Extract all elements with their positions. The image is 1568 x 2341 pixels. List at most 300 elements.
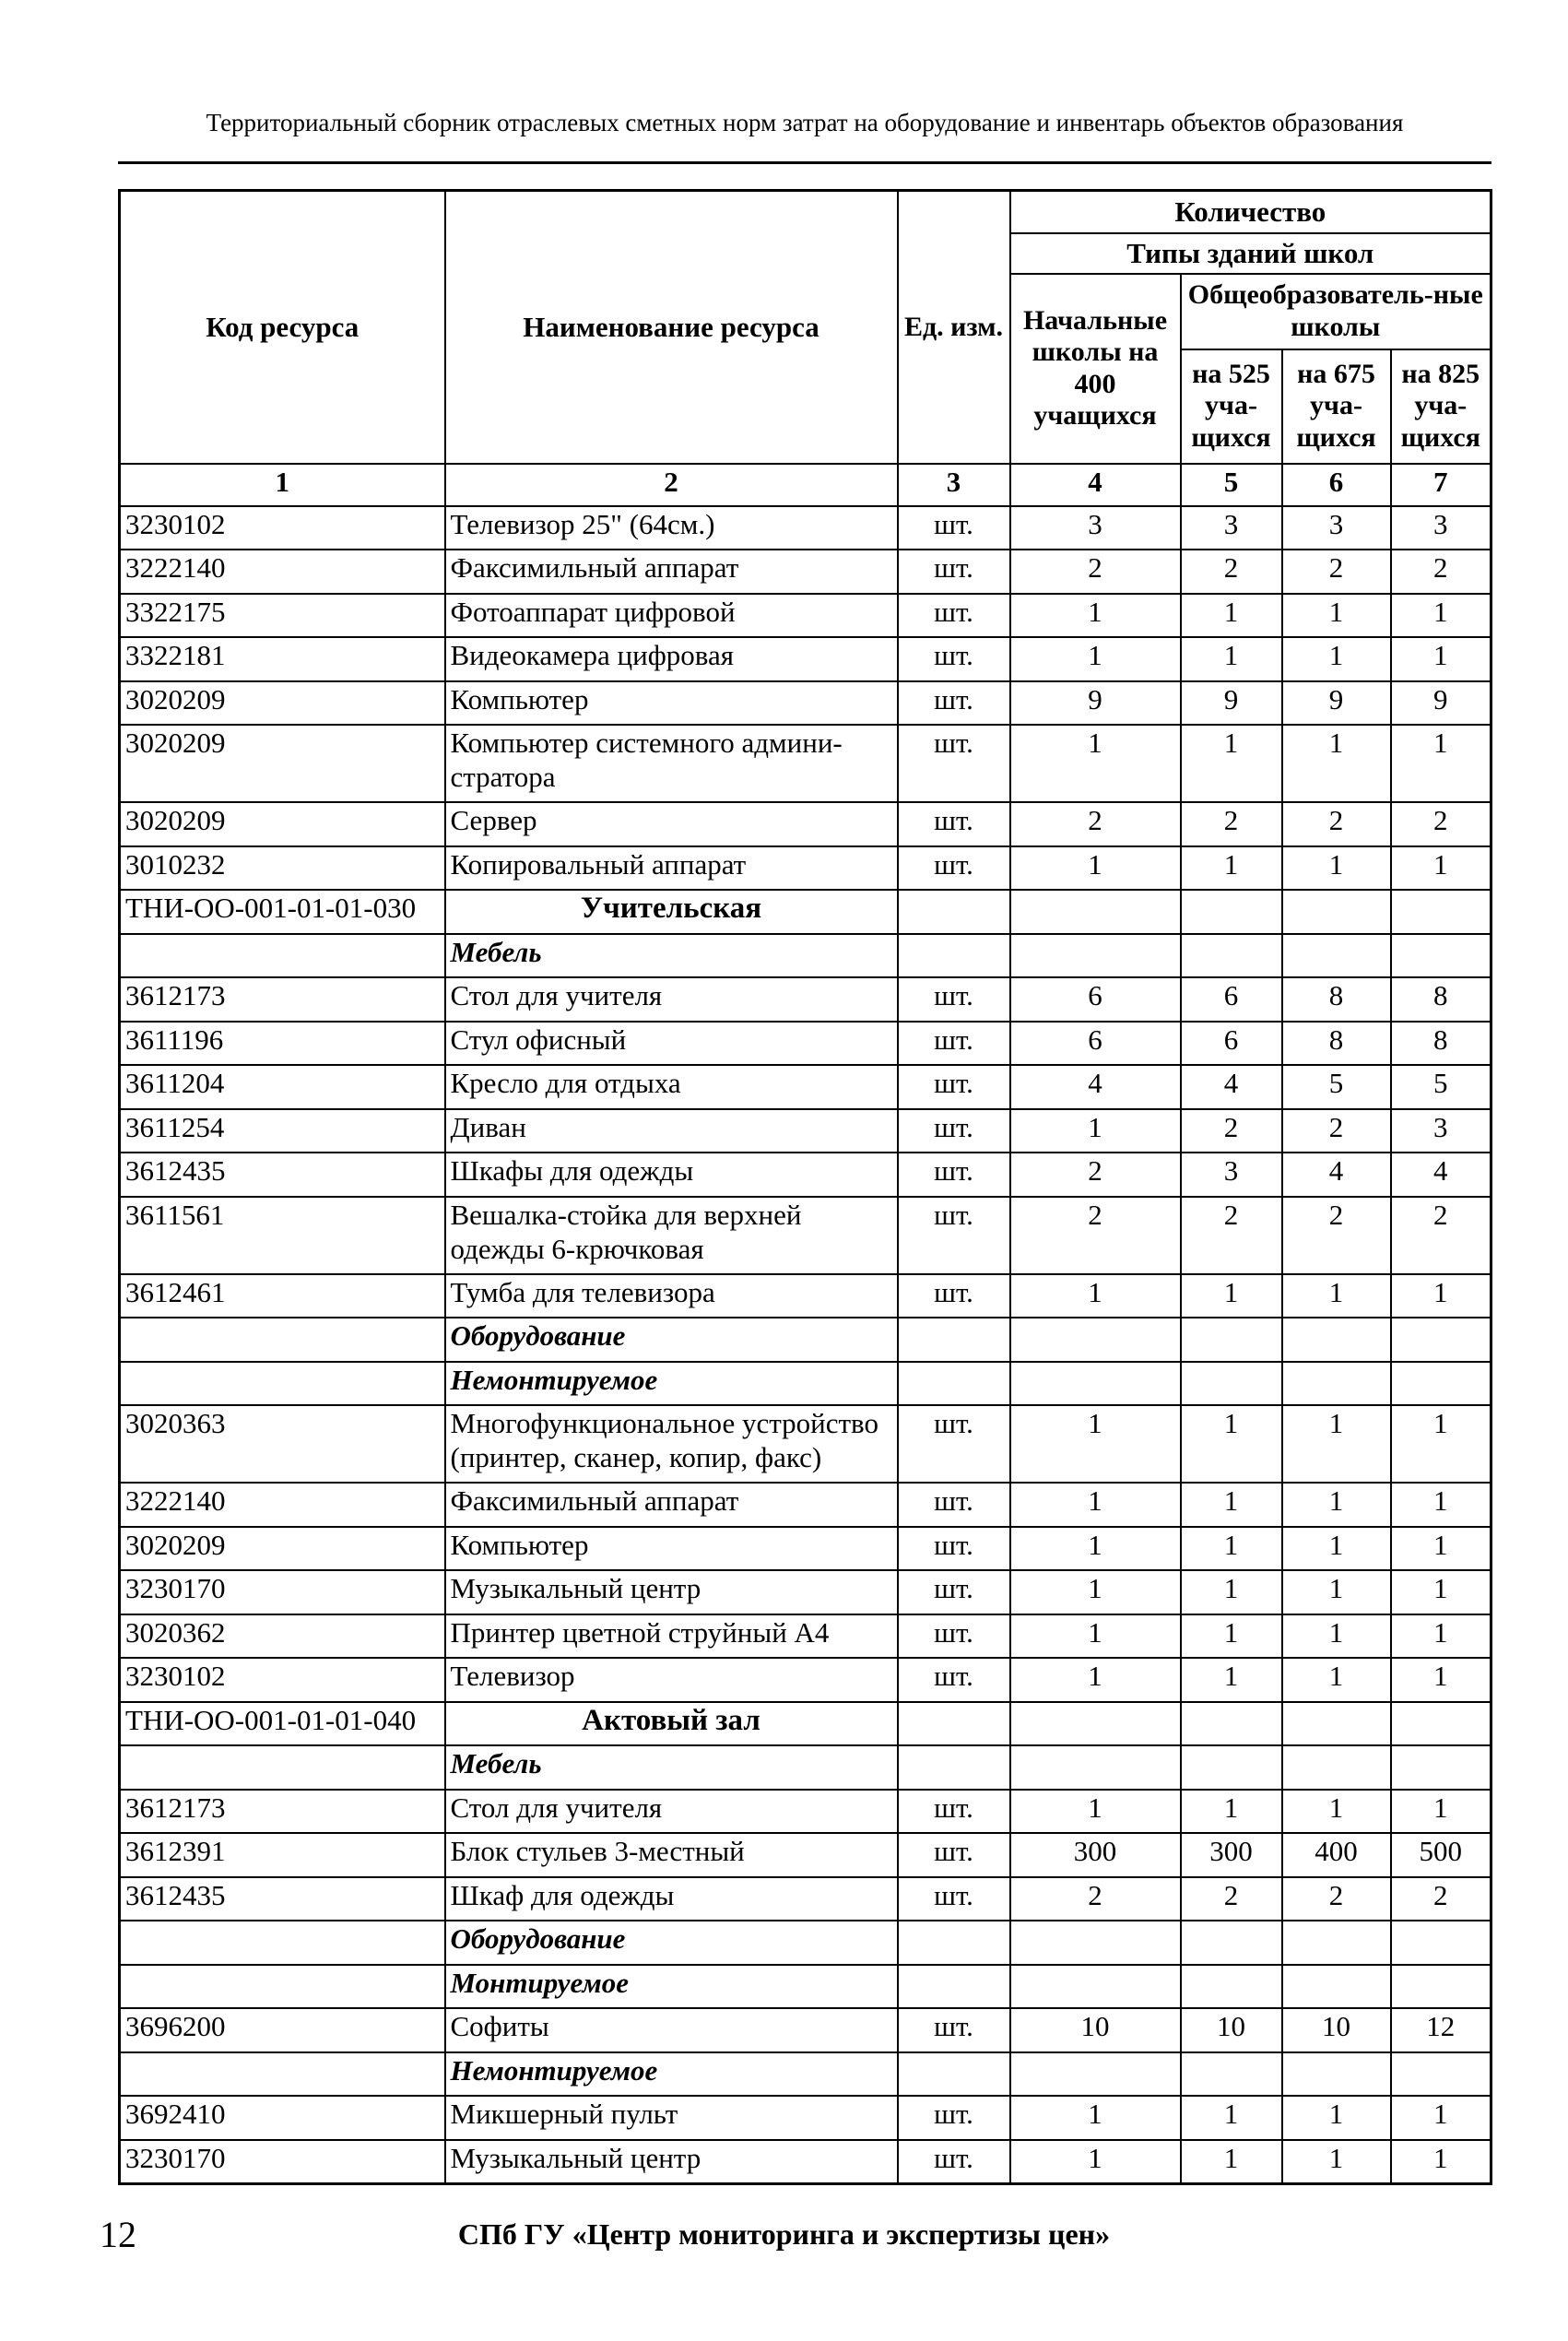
subsection-row xyxy=(120,934,1491,978)
page-number: 12 xyxy=(100,2214,136,2255)
empty-cell xyxy=(898,2052,1010,2097)
quantity-cell: 1 xyxy=(1391,846,1491,891)
quantity-cell: 1 xyxy=(1391,1527,1491,1571)
empty-cell xyxy=(1391,934,1491,978)
resource-name: Сервер xyxy=(445,802,898,846)
quantity-cell: 2 xyxy=(1181,1197,1282,1274)
table-row xyxy=(120,2140,1491,2184)
quantity-cell: 6 xyxy=(1181,1022,1282,1066)
quantity-cell: 1 xyxy=(1391,2140,1491,2184)
empty-cell xyxy=(120,1745,445,1790)
subsection-row xyxy=(120,1965,1491,2009)
subsection-title: Мебель xyxy=(445,1745,898,1790)
quantity-cell: 1 xyxy=(1282,1527,1391,1571)
quantity-cell: 2 xyxy=(1181,550,1282,594)
empty-cell xyxy=(1181,890,1282,934)
quantity-cell: 1 xyxy=(1010,725,1181,802)
quantity-cell: 2 xyxy=(1010,550,1181,594)
table-row xyxy=(120,1658,1491,1702)
quantity-cell: 1 xyxy=(1391,594,1491,638)
resource-code: 3222140 xyxy=(120,1483,445,1527)
header-general-school: Общеобразователь-ные школы xyxy=(1181,274,1491,349)
empty-cell xyxy=(1010,1921,1181,1965)
resource-code: 3612173 xyxy=(120,1790,445,1834)
table-row xyxy=(120,725,1491,802)
section-code: ТНИ-ОО-001-01-01-030 xyxy=(120,890,445,934)
subsection-row xyxy=(120,1318,1491,1362)
resource-code: 3020363 xyxy=(120,1405,445,1483)
quantity-cell: 4 xyxy=(1181,1065,1282,1109)
quantity-cell: 1 xyxy=(1282,846,1391,891)
empty-cell xyxy=(1010,2052,1181,2097)
quantity-cell: 1 xyxy=(1010,594,1181,638)
quantity-cell: 1 xyxy=(1391,1483,1491,1527)
subsection-title: Оборудование xyxy=(445,1921,898,1965)
quantity-cell: 10 xyxy=(1010,2008,1181,2052)
quantity-cell: 2 xyxy=(1391,1877,1491,1921)
resource-unit: шт. xyxy=(898,977,1010,1022)
resource-code: 3230170 xyxy=(120,1570,445,1614)
table-row xyxy=(120,1022,1491,1066)
resource-code: 3020209 xyxy=(120,681,445,726)
resource-code: 3222140 xyxy=(120,550,445,594)
quantity-cell: 1 xyxy=(1181,1614,1282,1659)
resource-code: 3696200 xyxy=(120,2008,445,2052)
resource-unit: шт. xyxy=(898,1570,1010,1614)
quantity-cell: 1 xyxy=(1181,637,1282,681)
resource-unit: шт. xyxy=(898,1274,1010,1318)
quantity-cell: 8 xyxy=(1282,1022,1391,1066)
quantity-cell: 6 xyxy=(1010,977,1181,1022)
empty-cell xyxy=(898,890,1010,934)
resource-code: 3322181 xyxy=(120,637,445,681)
quantity-cell: 1 xyxy=(1282,1274,1391,1318)
subsection-row xyxy=(120,1921,1491,1965)
resource-name: Телевизор 25" (64см.) xyxy=(445,506,898,550)
table-row xyxy=(120,1790,1491,1834)
quantity-cell: 1 xyxy=(1282,594,1391,638)
table-body xyxy=(120,506,1491,2184)
resource-name: Копировальный аппарат xyxy=(445,846,898,891)
subsection-row xyxy=(120,1745,1491,1790)
table-row xyxy=(120,681,1491,726)
empty-cell xyxy=(898,1921,1010,1965)
resource-code: 3611561 xyxy=(120,1197,445,1274)
subsection-title: Монтируемое xyxy=(445,1965,898,2009)
quantity-cell: 1 xyxy=(1282,1483,1391,1527)
quantity-cell: 1 xyxy=(1391,1614,1491,1659)
quantity-cell: 1 xyxy=(1181,1405,1282,1483)
resource-name: Шкаф для одежды xyxy=(445,1877,898,1921)
header-unit: Ед. изм. xyxy=(898,191,1010,464)
quantity-cell: 1 xyxy=(1391,637,1491,681)
quantity-cell: 1 xyxy=(1010,1527,1181,1571)
quantity-cell: 4 xyxy=(1010,1065,1181,1109)
quantity-cell: 2 xyxy=(1391,802,1491,846)
footer-organization: СПб ГУ «Центр мониторинга и экспертизы цен» xyxy=(457,2217,1111,2251)
quantity-cell: 3 xyxy=(1181,506,1282,550)
resource-name: Факсимильный аппарат xyxy=(445,1483,898,1527)
resource-unit: шт. xyxy=(898,802,1010,846)
resource-unit: шт. xyxy=(898,1658,1010,1702)
header-name: Наименование ресурса xyxy=(445,191,898,464)
quantity-cell: 1 xyxy=(1282,2096,1391,2140)
table-row xyxy=(120,1570,1491,1614)
quantity-cell: 1 xyxy=(1181,1658,1282,1702)
resource-unit: шт. xyxy=(898,550,1010,594)
column-number: 5 xyxy=(1181,464,1282,506)
section-title: Учительская xyxy=(445,890,898,934)
resource-name: Шкафы для одежды xyxy=(445,1153,898,1197)
quantity-cell: 1 xyxy=(1181,1527,1282,1571)
quantity-cell: 1 xyxy=(1282,1405,1391,1483)
quantity-cell: 9 xyxy=(1181,681,1282,726)
quantity-cell: 1 xyxy=(1391,725,1491,802)
table-row xyxy=(120,594,1491,638)
resource-unit: шт. xyxy=(898,1833,1010,1877)
empty-cell xyxy=(1181,1921,1282,1965)
resource-code: 3612391 xyxy=(120,1833,445,1877)
column-number: 3 xyxy=(898,464,1010,506)
empty-cell xyxy=(1282,934,1391,978)
quantity-cell: 3 xyxy=(1282,506,1391,550)
empty-cell xyxy=(1010,1745,1181,1790)
resource-unit: шт. xyxy=(898,1065,1010,1109)
resource-name: Компьютер системного админи-стратора xyxy=(445,725,898,802)
table-row xyxy=(120,2096,1491,2140)
empty-cell xyxy=(120,1318,445,1362)
resource-name: Факсимильный аппарат xyxy=(445,550,898,594)
header-building-types: Типы зданий школ xyxy=(1010,233,1491,274)
quantity-cell: 2 xyxy=(1282,550,1391,594)
resource-code: 3612461 xyxy=(120,1274,445,1318)
quantity-cell: 2 xyxy=(1010,1153,1181,1197)
quantity-cell: 400 xyxy=(1282,1833,1391,1877)
quantity-cell: 3 xyxy=(1181,1153,1282,1197)
table-row xyxy=(120,2008,1491,2052)
resource-name: Фотоаппарат цифровой xyxy=(445,594,898,638)
empty-cell xyxy=(898,1702,1010,1746)
resource-unit: шт. xyxy=(898,1527,1010,1571)
resource-unit: шт. xyxy=(898,2096,1010,2140)
table-row xyxy=(120,1065,1491,1109)
quantity-cell: 3 xyxy=(1391,1109,1491,1153)
resource-unit: шт. xyxy=(898,1790,1010,1834)
empty-cell xyxy=(1010,1965,1181,2009)
resource-table xyxy=(118,189,1492,2185)
quantity-cell: 2 xyxy=(1010,1877,1181,1921)
resource-unit: шт. xyxy=(898,2140,1010,2184)
table-row xyxy=(120,1833,1491,1877)
quantity-cell: 2 xyxy=(1282,1109,1391,1153)
quantity-cell: 1 xyxy=(1282,1570,1391,1614)
column-number: 7 xyxy=(1391,464,1491,506)
resource-code: 3611204 xyxy=(120,1065,445,1109)
resource-code: 3020209 xyxy=(120,1527,445,1571)
quantity-cell: 12 xyxy=(1391,2008,1491,2052)
resource-unit: шт. xyxy=(898,1197,1010,1274)
quantity-cell: 1 xyxy=(1181,2096,1282,2140)
empty-cell xyxy=(1391,1745,1491,1790)
empty-cell xyxy=(1181,1965,1282,2009)
resource-name: Принтер цветной струйный А4 xyxy=(445,1614,898,1659)
resource-unit: шт. xyxy=(898,1153,1010,1197)
table-row xyxy=(120,1527,1491,1571)
quantity-cell: 1 xyxy=(1391,1274,1491,1318)
table-row xyxy=(120,550,1491,594)
quantity-cell: 2 xyxy=(1282,802,1391,846)
quantity-cell: 1 xyxy=(1282,1790,1391,1834)
quantity-cell: 1 xyxy=(1391,1790,1491,1834)
section-code: ТНИ-ОО-001-01-01-040 xyxy=(120,1702,445,1746)
resource-name: Стол для учителя xyxy=(445,977,898,1022)
empty-cell xyxy=(1391,890,1491,934)
quantity-cell: 1 xyxy=(1010,1658,1181,1702)
resource-unit: шт. xyxy=(898,1022,1010,1066)
resource-code: 3611254 xyxy=(120,1109,445,1153)
resource-unit: шт. xyxy=(898,1483,1010,1527)
resource-name: Музыкальный центр xyxy=(445,2140,898,2184)
empty-cell xyxy=(1181,1745,1282,1790)
header-825: на 825 уча-щихся xyxy=(1391,349,1491,464)
empty-cell xyxy=(898,1318,1010,1362)
page-header: Территориальный сборник отраслевых сметных норм затрат на оборудование и инвентарь объектов образования xyxy=(206,109,1404,136)
resource-name: Многофункциональное устройство (принтер, сканер, копир, факс) xyxy=(445,1405,898,1483)
empty-cell xyxy=(1391,1702,1491,1746)
resource-name: Телевизор xyxy=(445,1658,898,1702)
quantity-cell: 4 xyxy=(1391,1153,1491,1197)
resource-unit: шт. xyxy=(898,1109,1010,1153)
resource-code: 3020362 xyxy=(120,1614,445,1659)
table-row xyxy=(120,977,1491,1022)
quantity-cell: 1 xyxy=(1181,1570,1282,1614)
header-525: на 525 уча-щихся xyxy=(1181,349,1282,464)
quantity-cell: 1 xyxy=(1010,1274,1181,1318)
quantity-cell: 1 xyxy=(1181,1790,1282,1834)
empty-cell xyxy=(898,1745,1010,1790)
empty-cell xyxy=(1282,1965,1391,2009)
quantity-cell: 2 xyxy=(1181,1109,1282,1153)
quantity-cell: 300 xyxy=(1010,1833,1181,1877)
quantity-cell: 1 xyxy=(1010,1405,1181,1483)
resource-name: Стул офисный xyxy=(445,1022,898,1066)
quantity-cell: 4 xyxy=(1282,1153,1391,1197)
resource-name: Вешалка-стойка для верхней одежды 6-крючковая xyxy=(445,1197,898,1274)
quantity-cell: 2 xyxy=(1282,1877,1391,1921)
table-row xyxy=(120,1274,1491,1318)
quantity-cell: 2 xyxy=(1010,1197,1181,1274)
resource-unit: шт. xyxy=(898,637,1010,681)
quantity-cell: 2 xyxy=(1181,1877,1282,1921)
section-title: Актовый зал xyxy=(445,1702,898,1746)
resource-code: 3020209 xyxy=(120,802,445,846)
resource-name: Микшерный пульт xyxy=(445,2096,898,2140)
empty-cell xyxy=(1391,1921,1491,1965)
resource-name: Музыкальный центр xyxy=(445,1570,898,1614)
quantity-cell: 9 xyxy=(1282,681,1391,726)
empty-cell xyxy=(1391,1362,1491,1406)
quantity-cell: 500 xyxy=(1391,1833,1491,1877)
resource-unit: шт. xyxy=(898,1877,1010,1921)
quantity-cell: 1 xyxy=(1181,725,1282,802)
subsection-row xyxy=(120,2052,1491,2097)
empty-cell xyxy=(120,2052,445,2097)
quantity-cell: 8 xyxy=(1282,977,1391,1022)
quantity-cell: 8 xyxy=(1391,977,1491,1022)
quantity-cell: 5 xyxy=(1391,1065,1491,1109)
resource-name: Софиты xyxy=(445,2008,898,2052)
empty-cell xyxy=(1391,1318,1491,1362)
resource-code: 3230102 xyxy=(120,1658,445,1702)
empty-cell xyxy=(120,1362,445,1406)
column-number: 2 xyxy=(445,464,898,506)
header-primary-school: Начальные школы на 400 учащихся xyxy=(1010,274,1181,464)
table-row xyxy=(120,1197,1491,1274)
resource-name: Компьютер xyxy=(445,1527,898,1571)
empty-cell xyxy=(1181,1318,1282,1362)
quantity-cell: 9 xyxy=(1010,681,1181,726)
resource-code: 3692410 xyxy=(120,2096,445,2140)
resource-unit: шт. xyxy=(898,1614,1010,1659)
resource-name: Видеокамера цифровая xyxy=(445,637,898,681)
quantity-cell: 9 xyxy=(1391,681,1491,726)
header-code: Код ресурса xyxy=(120,191,445,464)
resource-code: 3230102 xyxy=(120,506,445,550)
empty-cell xyxy=(1282,2052,1391,2097)
quantity-cell: 5 xyxy=(1282,1065,1391,1109)
column-number: 6 xyxy=(1282,464,1391,506)
resource-name: Тумба для телевизора xyxy=(445,1274,898,1318)
quantity-cell: 1 xyxy=(1010,1109,1181,1153)
quantity-cell: 1 xyxy=(1282,1614,1391,1659)
empty-cell xyxy=(1282,1702,1391,1746)
subsection-title: Оборудование xyxy=(445,1318,898,1362)
resource-name: Блок стульев 3-местный xyxy=(445,1833,898,1877)
table-row xyxy=(120,802,1491,846)
quantity-cell: 2 xyxy=(1282,1197,1391,1274)
quantity-cell: 1 xyxy=(1010,1483,1181,1527)
empty-cell xyxy=(1181,1702,1282,1746)
resource-name: Компьютер xyxy=(445,681,898,726)
quantity-cell: 1 xyxy=(1282,725,1391,802)
table-row xyxy=(120,846,1491,891)
table-row xyxy=(120,1483,1491,1527)
quantity-cell: 1 xyxy=(1181,846,1282,891)
empty-cell xyxy=(1282,1921,1391,1965)
resource-name: Кресло для отдыха xyxy=(445,1065,898,1109)
quantity-cell: 1 xyxy=(1391,2096,1491,2140)
table-row xyxy=(120,1877,1491,1921)
header-quantity: Количество xyxy=(1010,191,1491,233)
resource-code: 3230170 xyxy=(120,2140,445,2184)
empty-cell xyxy=(898,934,1010,978)
resource-name: Стол для учителя xyxy=(445,1790,898,1834)
quantity-cell: 1 xyxy=(1282,2140,1391,2184)
quantity-cell: 2 xyxy=(1391,550,1491,594)
quantity-cell: 1 xyxy=(1010,1570,1181,1614)
empty-cell xyxy=(1181,934,1282,978)
column-number: 4 xyxy=(1010,464,1181,506)
resource-unit: шт. xyxy=(898,846,1010,891)
resource-code: 3612173 xyxy=(120,977,445,1022)
table-row xyxy=(120,1109,1491,1153)
table-row xyxy=(120,506,1491,550)
empty-cell xyxy=(1010,1362,1181,1406)
quantity-cell: 6 xyxy=(1010,1022,1181,1066)
empty-cell xyxy=(1010,890,1181,934)
empty-cell xyxy=(1282,1318,1391,1362)
quantity-cell: 1 xyxy=(1181,594,1282,638)
empty-cell xyxy=(1391,2052,1491,2097)
quantity-cell: 1 xyxy=(1181,1274,1282,1318)
empty-cell xyxy=(898,1965,1010,2009)
empty-cell xyxy=(120,934,445,978)
table-row xyxy=(120,637,1491,681)
resource-unit: шт. xyxy=(898,2008,1010,2052)
table-row xyxy=(120,1614,1491,1659)
empty-cell xyxy=(1282,1745,1391,1790)
empty-cell xyxy=(1181,2052,1282,2097)
table-row xyxy=(120,1153,1491,1197)
table-row xyxy=(120,1405,1491,1483)
column-number-row xyxy=(120,464,1491,506)
quantity-cell: 6 xyxy=(1181,977,1282,1022)
quantity-cell: 3 xyxy=(1391,506,1491,550)
header-675: на 675 уча-щихся xyxy=(1282,349,1391,464)
quantity-cell: 1 xyxy=(1181,2140,1282,2184)
quantity-cell: 2 xyxy=(1391,1197,1491,1274)
empty-cell xyxy=(1282,1362,1391,1406)
resource-unit: шт. xyxy=(898,506,1010,550)
quantity-cell: 10 xyxy=(1181,2008,1282,2052)
empty-cell xyxy=(1282,890,1391,934)
empty-cell xyxy=(898,1362,1010,1406)
quantity-cell: 1 xyxy=(1391,1405,1491,1483)
quantity-cell: 1 xyxy=(1010,1790,1181,1834)
quantity-cell: 3 xyxy=(1010,506,1181,550)
header-rule xyxy=(118,161,1491,164)
resource-code: 3020209 xyxy=(120,725,445,802)
empty-cell xyxy=(1181,1362,1282,1406)
quantity-cell: 1 xyxy=(1181,1483,1282,1527)
quantity-cell: 1 xyxy=(1010,1614,1181,1659)
quantity-cell: 1 xyxy=(1282,637,1391,681)
resource-code: 3612435 xyxy=(120,1877,445,1921)
quantity-cell: 10 xyxy=(1282,2008,1391,2052)
quantity-cell: 1 xyxy=(1010,846,1181,891)
quantity-cell: 1 xyxy=(1391,1658,1491,1702)
quantity-cell: 8 xyxy=(1391,1022,1491,1066)
section-row xyxy=(120,1702,1491,1746)
empty-cell xyxy=(1010,934,1181,978)
resource-unit: шт. xyxy=(898,725,1010,802)
empty-cell xyxy=(1391,1965,1491,2009)
quantity-cell: 300 xyxy=(1181,1833,1282,1877)
empty-cell xyxy=(120,1921,445,1965)
quantity-cell: 1 xyxy=(1282,1658,1391,1702)
resource-unit: шт. xyxy=(898,1405,1010,1483)
column-number: 1 xyxy=(120,464,445,506)
empty-cell xyxy=(1010,1702,1181,1746)
quantity-cell: 1 xyxy=(1010,2140,1181,2184)
resource-code: 3612435 xyxy=(120,1153,445,1197)
quantity-cell: 2 xyxy=(1010,802,1181,846)
quantity-cell: 1 xyxy=(1391,1570,1491,1614)
resource-code: 3322175 xyxy=(120,594,445,638)
resource-name: Диван xyxy=(445,1109,898,1153)
subsection-title: Мебель xyxy=(445,934,898,978)
resource-unit: шт. xyxy=(898,594,1010,638)
